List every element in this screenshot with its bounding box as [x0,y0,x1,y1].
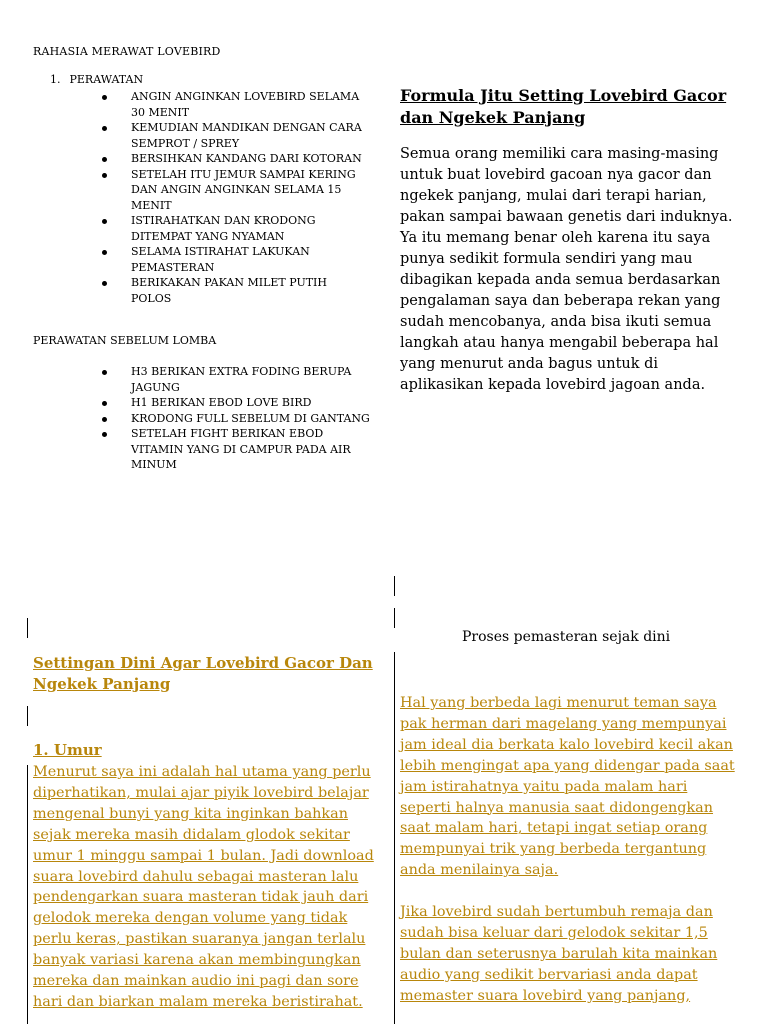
list-item: H1 BERIKAN EBOD LOVE BIRD [100,395,370,411]
perawatan-heading-label: PERAWATAN [69,73,144,86]
list-item: ISTIRAHATKAN DAN KRODONG DITEMPAT YANG NYAMAN [100,213,362,244]
sebelum-lomba-list [100,364,370,473]
proses-heading: Proses pemasteran sejak dini [462,629,671,645]
sebelum-lomba-heading: PERAWATAN SEBELUM LOMBA [33,334,217,347]
list-item: KRODONG FULL SEBELUM DI GANTANG [100,411,370,427]
list-item: H3 BERIKAN EXTRA FODING BERUPA JAGUNG [100,364,370,395]
list-item: BERSIHKAN KANDANG DARI KOTORAN [100,151,362,167]
vertical-mark [394,576,395,596]
list-item: SETELAH FIGHT BERIKAN EBOD VITAMIN YANG DI CAMPUR PADA AIR MINUM [100,426,370,473]
list-item: SETELAH ITU JEMUR SAMPAI KERING DAN ANGIN ANGINKAN SELAMA 15 MENIT [100,167,362,214]
vertical-mark [27,765,28,1024]
vertical-mark [27,706,28,726]
list-item: KEMUDIAN MANDIKAN DENGAN CARA SEMPROT / SPREY [100,120,362,151]
list-item: BERIKAKAN PAKAN MILET PUTIH POLOS [100,275,362,306]
vertical-mark [27,618,28,638]
settingan-title-link[interactable]: Settingan Dini Agar Lovebird Gacor Dan Ngekek Panjang [33,654,373,693]
list-item: ANGIN ANGINKAN LOVEBIRD SELAMA 30 MENIT [100,89,362,120]
pemasteran-paragraph-link[interactable]: Jika lovebird sudah bertumbuh remaja dan sudah bisa keluar dari gelodok sekitar 1,5 bulan dan seterusnya barulah kita mainkan audio yang sedikit bervariasi anda dapat memaster suara lovebird yang panjang, [400,904,718,1004]
formula-paragraph: Semua orang memiliki cara masing-masing untuk buat lovebird gacoan nya gacor dan ngekek panjang, mulai dari terapi harian, pakan sampai bawaan genetis dari induknya. Ya itu memang benar oleh karena itu saya punya sedikit formula sendiri yang mau dibagikan kepada anda semua berdasarkan pengalaman saya dan beberapa rekan yang sudah mencobanya, anda bisa ikuti semua langkah atau hanya mengabil beberapa hal yang menurut anda bagus untuk di aplikasikan kepada lovebird jagoan anda. [400,146,733,393]
perawatan-heading [50,73,143,86]
vertical-mark [394,652,395,1024]
list-item: SELAMA ISTIRAHAT LAKUKAN PEMASTERAN [100,244,362,275]
umur-paragraph-link[interactable]: Menurut saya ini adalah hal utama yang perlu diperhatikan, mulai ajar piyik lovebird belajar mengenal bunyi yang kita inginkan bahkan sejak mereka masih didalam glodok sekitar umur 1 minggu sampai 1 bulan. Jadi download suara lovebird dahulu sebagai masteran lalu pendengarkan suara masteran tidak jauh dari gelodok mereka dengan volume yang tidak perlu keras, pastikan suaranya jangan terlalu banyak variasi karena akan membingungkan mereka dan mainkan audio ini pagi dan sore hari dan biarkan malam mereka beristirahat. [33,764,374,1010]
formula-title: Formula Jitu Setting Lovebird Gacor dan Ngekek Panjang [400,86,727,127]
perawatan-list [100,89,362,306]
pemasteran-paragraph-link[interactable]: Hal yang berbeda lagi menurut teman saya pak herman dari magelang yang mempunyai jam ideal dia berkata kalo lovebird kecil akan lebih mengingat apa yang didengar pada saat jam istirahatnya yaitu pada malam hari seperti halnya manusia saat didongengkan saat malam hari, tetapi ingat setiap orang mempunyai trik yang berbeda tergantung anda menilainya saja. [400,695,735,879]
document-title: RAHASIA MERAWAT LOVEBIRD [33,45,221,58]
umur-label-link[interactable]: 1. Umur [33,741,102,759]
perawatan-number: 1. [50,73,61,86]
vertical-mark [394,608,395,628]
